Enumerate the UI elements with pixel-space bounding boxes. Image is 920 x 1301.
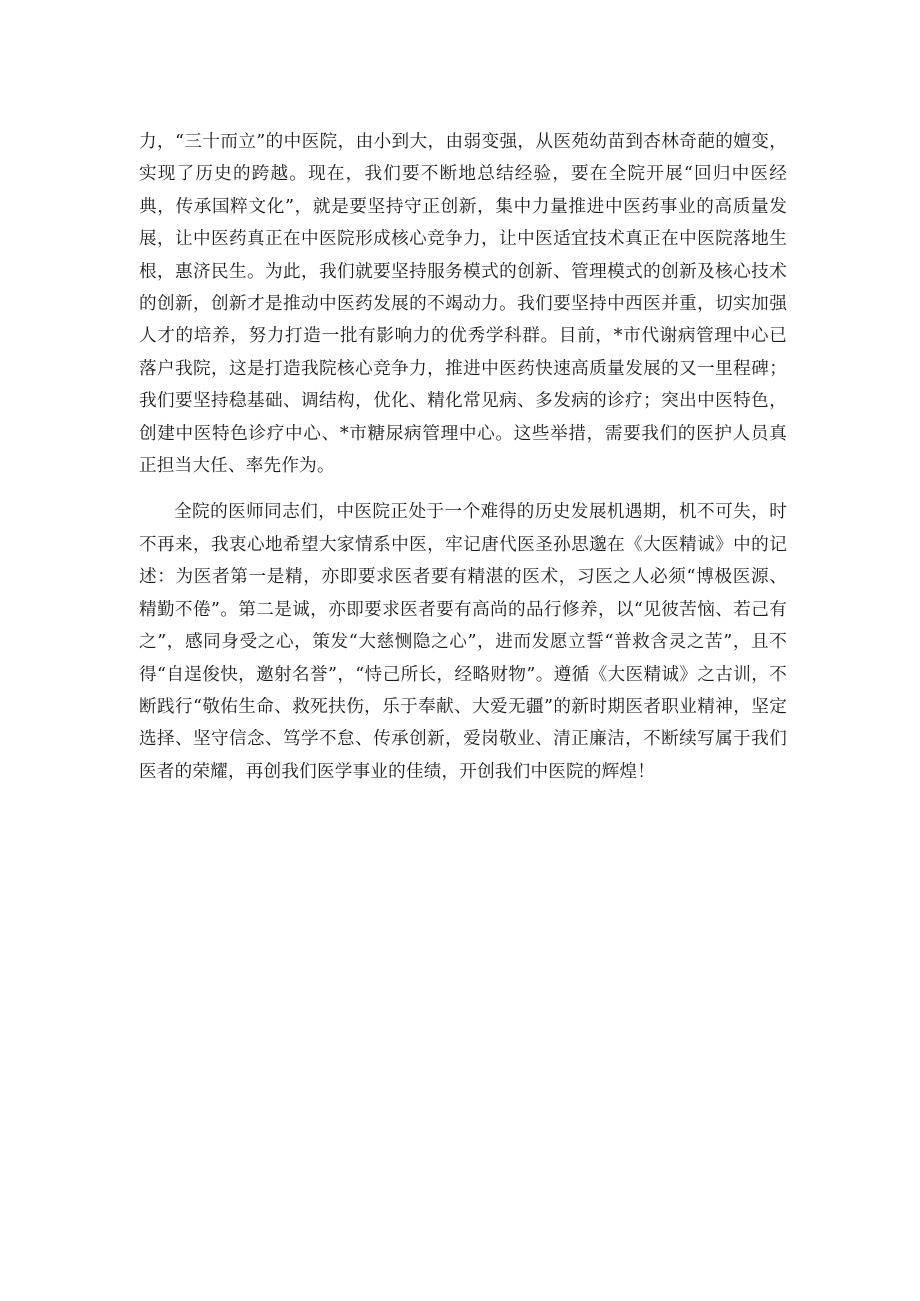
- paragraph-continuation: 力，“三十而立”的中医院，由小到大，由弱变强，从医苑幼苗到杏林奇葩的嬗变，实现了历史的跨越。现在，我们要不断地总结经验，要在全院开展“回归中医经典，传承国粹文化”，就是要坚持守正创新，集中力量推进中医药事业的高质量发展，让中医药真正在中医院形成核心竞争力，让中医适宜技术真正在中医院落地生根，惠济民生。为此，我们就要坚持服务模式的创新、管理模式的创新及核心技术的创新，创新才是推动中医药发展的不竭动力。我们要坚持中西医并重，切实加强人才的培养，努力打造一批有影响力的优秀学科群。目前，*市代谢病管理中心已落户我院，这是打造我院核心竞争力，推进中医药快速高质量发展的又一里程碑；我们要坚持稳基础、调结构，优化、精化常见病、多发病的诊疗；突出中医特色，创建中医特色诊疗中心、*市糖尿病管理中心。这些举措，需要我们的医护人员真正担当大任、率先作为。: [139, 132, 787, 477]
- document-body: [139, 126, 787, 788]
- paragraph-closing: 全院的医师同志们，中医院正处于一个难得的历史发展机遇期，机不可失，时不再来，我衷心地希望大家情系中医，牢记唐代医圣孙思邈在《大医精诚》中的记述：为医者第一是精，亦即要求医者要有精湛的医术，习医之人必须“博极医源、精勤不倦”。第二是诚，亦即要求医者要有高尚的品行修养，以“见彼苦恼、若己有之”，感同身受之心，策发“大慈恻隐之心”，进而发愿立誓“普救含灵之苦”，且不得“自逞俊快，邀射名誉”，“恃己所长，经略财物”。遵循《大医精诚》之古训，不断践行“敬佑生命、救死扶伤，乐于奉献、大爱无疆”的新时期医者职业精神，坚定选择、坚守信念、笃学不怠、传承创新，爱岗敬业、清正廉洁，不断续写属于我们医者的荣耀，再创我们医学事业的佳绩，开创我们中医院的辉煌！: [139, 502, 787, 782]
